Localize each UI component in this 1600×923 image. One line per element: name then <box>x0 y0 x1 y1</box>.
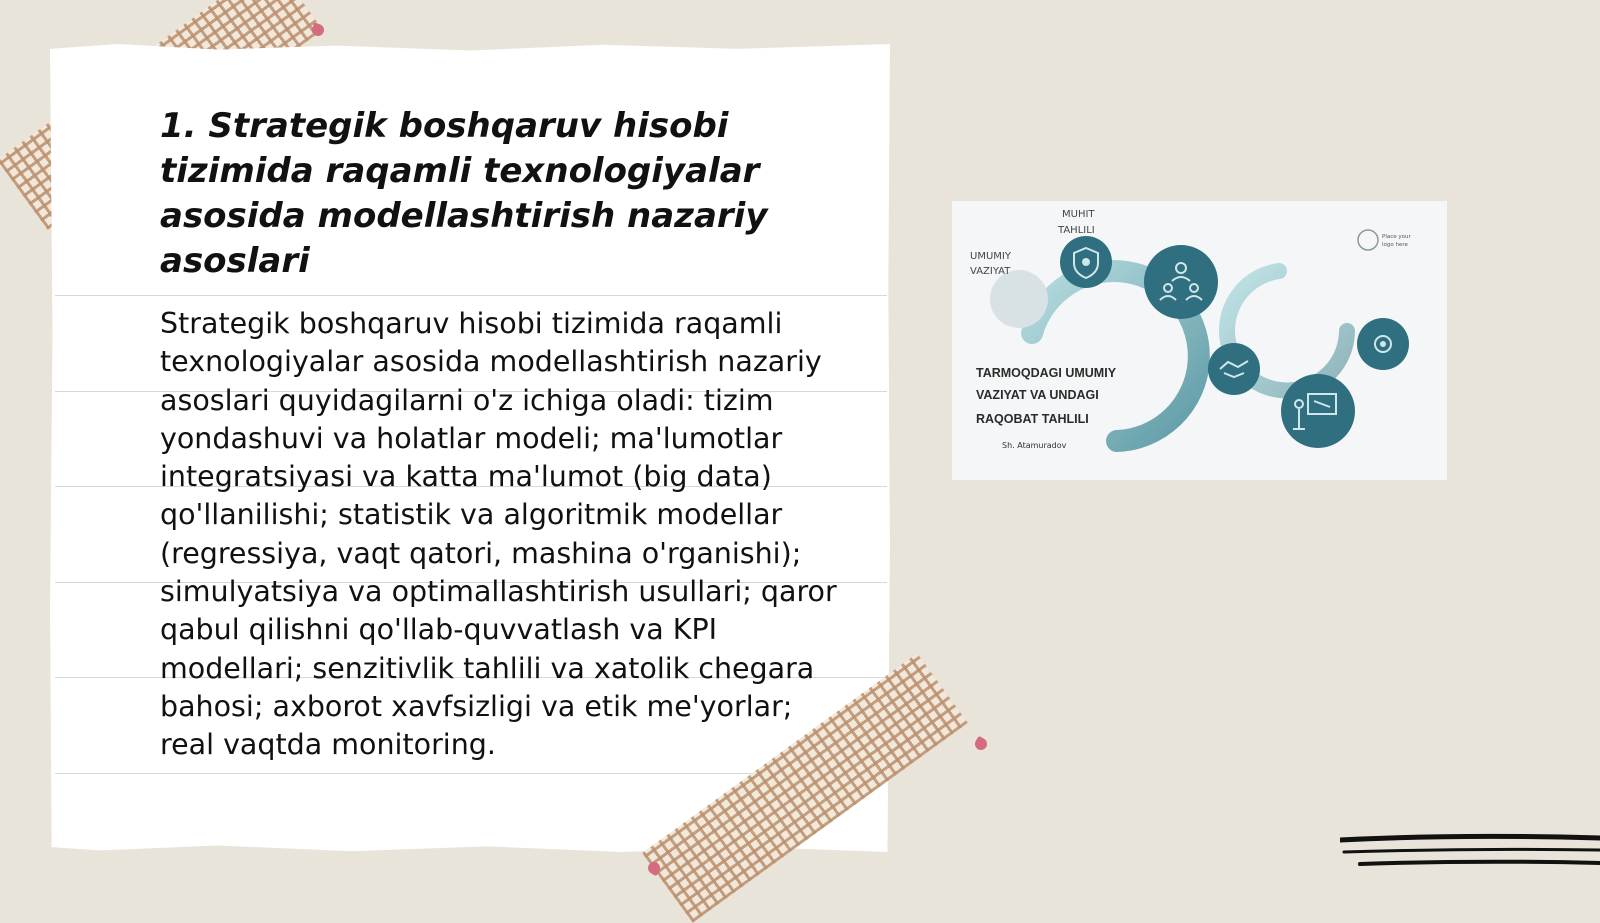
logo-label-2: logo here <box>1382 242 1408 248</box>
label-umumiy-2: VAZIYAT <box>970 266 1011 277</box>
presentation-icon <box>1281 374 1355 448</box>
label-muhit-2: TAHLILI <box>1058 225 1095 236</box>
label-umumiy-1: UMUMIY <box>970 251 1011 262</box>
thumb-heading-1: TARMOQDAGI UMUMIY <box>976 366 1117 380</box>
logo-placeholder-icon <box>1358 230 1378 250</box>
thumbnail-graphic <box>952 201 1447 480</box>
umumiy-circle <box>990 270 1048 328</box>
pin-bottom-right <box>973 736 989 752</box>
thumb-heading-3: RAQOBAT TAHLILI <box>976 412 1089 426</box>
thumb-heading-2: VAZIYAT VA UNDAGI <box>976 388 1099 402</box>
rule-line <box>55 295 887 296</box>
logo-label-1: Place your <box>1382 234 1411 240</box>
label-muhit-1: MUHIT <box>1062 209 1095 220</box>
team-icon <box>1144 245 1218 319</box>
thumb-author: Sh. Atamuradov <box>1002 441 1067 450</box>
slide-title: 1. Strategik boshqaruv hisobi tizimida raqamli texnologiyalar asosida modellashtirish nazariy asoslari <box>160 106 768 281</box>
presentation-thumbnail <box>952 201 1447 480</box>
handshake-icon <box>1208 343 1260 395</box>
brush-strokes <box>1340 830 1600 880</box>
slide-body: Strategik boshqaruv hisobi tizimida raqamli texnologiyalar asosida modellashtirish nazariy asoslari quyidagilarni o'z ichiga oladi: tizim yondashuvi va holatlar modeli; ma'lumotlar integratsiyasi va katta ma'lumot (big data) qo'llanilishi; statistik va algoritmik modellar (regressiya, vaqt qatori, mashina o'rganishi); simulyatsiya va optimallashtirish usullari; qaror qabul qilishni qo'llab-quvvatlash va KPI modellari; senzitivlik tahlili va xatolik chegara bahosi; axborot xavfsizligi va etik me'yorlar; real vaqtda monitoring. <box>160 307 837 762</box>
